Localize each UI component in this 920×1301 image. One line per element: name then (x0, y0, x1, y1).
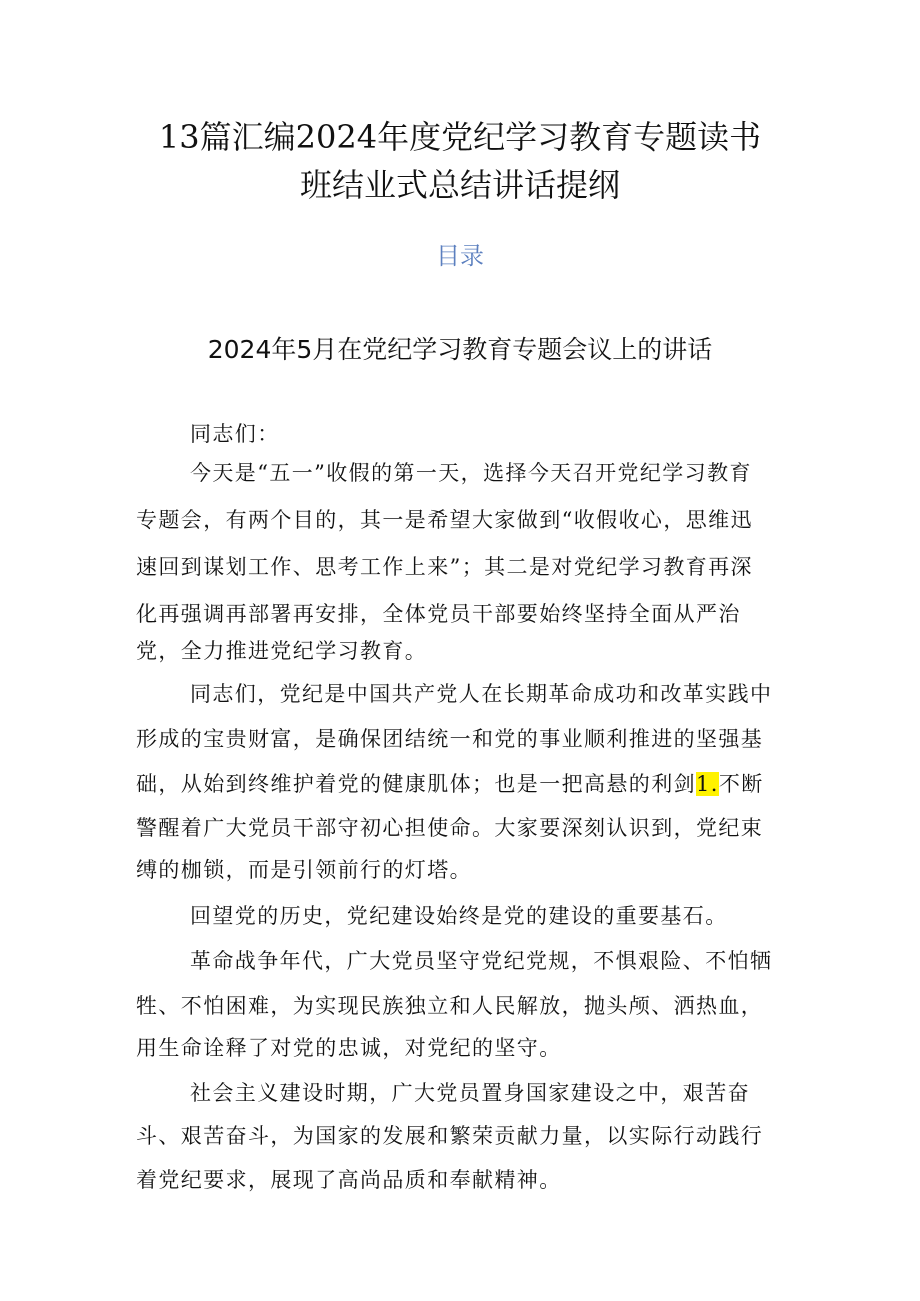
salutation: 同志们： (190, 422, 280, 446)
highlighted-marker: 1. (696, 772, 719, 796)
paragraph-2-line-4: 警醒着广大党员干部守初心担使命。大家要深刻认识到，党纪束 (136, 816, 764, 840)
paragraph-2-line-3-text-before: 础，从始到终维护着党的健康肌体；也是一把高悬的利剑 (136, 772, 696, 796)
paragraph-3-line-1: 回望党的历史，党纪建设始终是党的建设的重要基石。 (190, 904, 728, 928)
document-title-line-2: 班结业式总结讲话提纲 (299, 166, 620, 204)
document-title-line-1: 13篇汇编2024年度党纪学习教育专题读书 (158, 118, 762, 156)
paragraph-5-line-1: 社会主义建设时期，广大党员置身国家建设之中，艰苦奋 (190, 1081, 750, 1105)
paragraph-2-line-3 (136, 766, 764, 802)
paragraph-1-line-5: 党，全力推进党纪学习教育。 (136, 639, 428, 663)
paragraph-4-line-3: 用生命诠释了对党的忠诚，对党纪的坚守。 (136, 1036, 562, 1060)
paragraph-1-line-3: 速回到谋划工作、思考工作上来”；其二是对党纪学习教育再深 (136, 555, 753, 579)
paragraph-4-line-2: 牲、不怕困难，为实现民族独立和人民解放，抛头颅、洒热血， (136, 994, 764, 1018)
paragraph-5-line-3: 着党纪要求，展现了高尚品质和奉献精神。 (136, 1168, 562, 1192)
paragraph-5-line-2: 斗、艰苦奋斗，为国家的发展和繁荣贡献力量，以实际行动践行 (136, 1124, 764, 1148)
table-of-contents-label: 目录 (436, 242, 484, 270)
section-heading: 2024年5月在党纪学习教育专题会议上的讲话 (207, 335, 713, 364)
paragraph-2-line-2: 形成的宝贵财富，是确保团结统一和党的事业顺利推进的坚强基 (136, 727, 764, 751)
paragraph-2-line-5: 缚的枷锁，而是引领前行的灯塔。 (136, 858, 472, 882)
paragraph-2-line-3-text-after: 不断 (718, 772, 764, 796)
paragraph-1-line-2: 专题会，有两个目的，其一是希望大家做到“收假收心，思维迅 (136, 508, 753, 532)
paragraph-1-line-4: 化再强调再部署再安排，全体党员干部要始终坚持全面从严治 (136, 602, 741, 626)
paragraph-1-line-1: 今天是“五一”收假的第一天，选择今天召开党纪学习教育 (190, 461, 752, 485)
paragraph-2-line-1: 同志们，党纪是中国共产党人在长期革命成功和改革实践中 (190, 682, 773, 706)
paragraph-4-line-1: 革命战争年代，广大党员坚守党纪党规，不惧艰险、不怕牺 (190, 949, 773, 973)
